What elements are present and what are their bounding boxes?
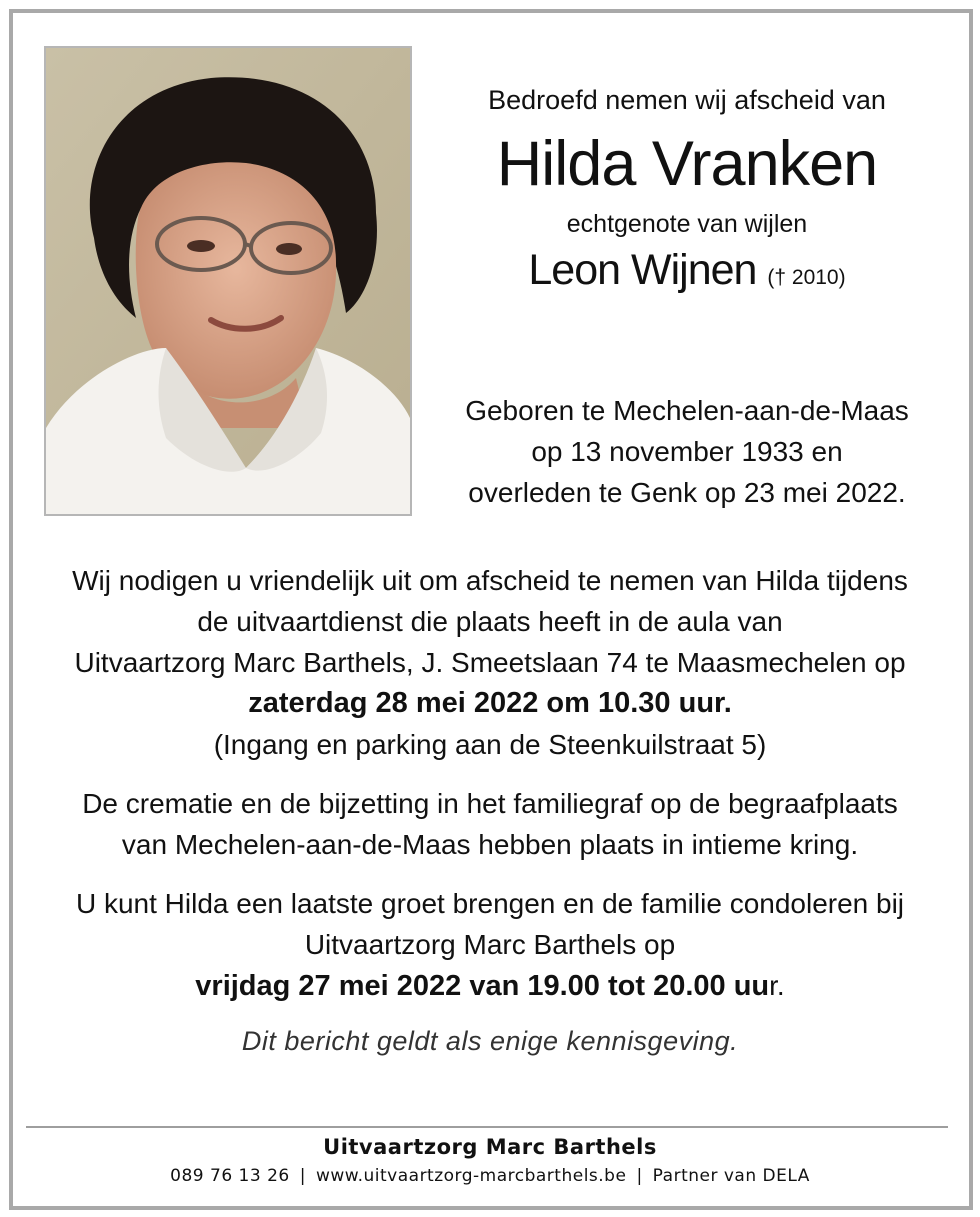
visitation-date-bold: vrijdag 27 mei 2022 van 19.00 tot 20.00 uu — [195, 970, 770, 1002]
birth-death-info — [432, 390, 942, 513]
visitation-line: Uitvaartzorg Marc Barthels op — [304, 929, 676, 960]
born-line: op 13 november 1933 en — [531, 436, 843, 467]
cremation-line: van Mechelen-aan-de-Maas hebben plaats in intieme kring. — [121, 829, 859, 860]
spouse-name: Leon Wijnen — [528, 246, 757, 294]
service-line: Uitvaartzorg Marc Barthels, J. Smeetslaan 74 te Maasmechelen op — [74, 647, 906, 678]
deceased-name: Hilda Vranken — [496, 129, 878, 199]
separator: | — [299, 1166, 306, 1186]
separator: | — [636, 1166, 643, 1186]
visitation-paragraph — [20, 883, 960, 1007]
notice-note: Dit bericht geldt als enige kennisgeving. — [241, 1026, 739, 1056]
intro-text: Bedroefd nemen wij afscheid van — [488, 85, 886, 115]
firm-name: Uitvaartzorg Marc Barthels — [323, 1135, 657, 1159]
spouse-intro-text: echtgenote van wijlen — [566, 210, 808, 238]
service-line: Wij nodigen u vriendelijk uit om afscheid te nemen van Hilda tijdens — [72, 565, 908, 596]
spouse-death-year: († 2010) — [767, 266, 846, 289]
phone-number: 089 76 13 26 — [170, 1166, 290, 1186]
service-line: de uitvaartdienst die plaats heeft in de aula van — [197, 606, 783, 637]
service-date: zaterdag 28 mei 2022 om 10.30 uur. — [248, 687, 732, 719]
website-link[interactable]: www.uitvaartzorg-marcbarthels.be — [315, 1166, 627, 1186]
notice-header — [432, 80, 942, 306]
visitation-date-tail: r. — [769, 970, 785, 1001]
footer-contact — [20, 1162, 960, 1190]
visitation-line: U kunt Hilda een laatste groet brengen en de familie condoleren bij — [75, 888, 905, 919]
cremation-paragraph — [20, 783, 960, 865]
parking-info: (Ingang en parking aan de Steenkuilstraat 5) — [213, 729, 767, 760]
partner-text: Partner van DELA — [652, 1166, 810, 1186]
spouse-line — [432, 242, 942, 306]
visitation-date — [20, 965, 960, 1007]
service-paragraph — [20, 560, 960, 765]
portrait-photo — [44, 46, 412, 516]
footer-divider — [26, 1126, 948, 1128]
cremation-line: De crematie en de bijzetting in het familiegraf op de begraafplaats — [82, 788, 898, 819]
notice-body — [20, 560, 960, 1062]
footer — [20, 1132, 960, 1190]
born-line: Geboren te Mechelen-aan-de-Maas — [465, 395, 909, 426]
born-line: overleden te Genk op 23 mei 2022. — [468, 477, 906, 508]
